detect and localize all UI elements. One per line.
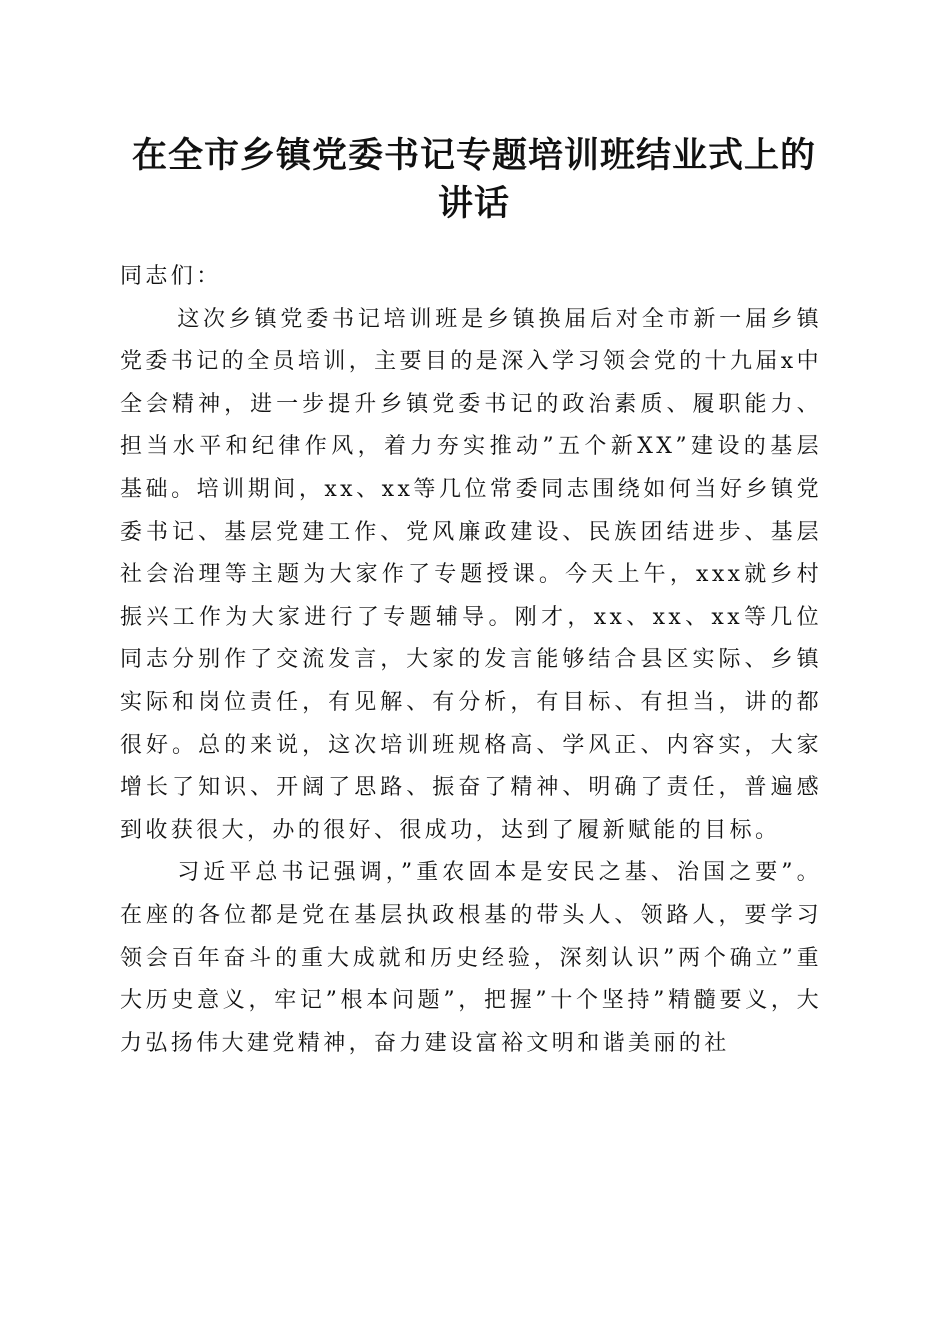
paragraph-2: 习近平总书记强调，”重农固本是安民之基、治国之要”。在座的各位都是党在基层执政根基的带头人、领路人，要学习领会百年奋斗的重大成就和历史经验，深刻认识”两个确立”重大历史意义，牢记”根本问题”，把握”十个坚持”精髓要义，大力弘扬伟大建党精神，奋力建设富裕文明和谐美丽的社 (120, 860, 822, 1056)
document-body (120, 256, 822, 1065)
salutation: 同志们： (120, 264, 222, 289)
document-title: 在全市乡镇党委书记专题培训班结业式上的讲话 (131, 135, 816, 224)
paragraph-1: 这次乡镇党委书记培训班是乡镇换届后对全市新一届乡镇党委书记的全员培训，主要目的是深入学习领会党的十九届x中全会精神，进一步提升乡镇党委书记的政治素质、履职能力、担当水平和纪律作风，着力夯实推动”五个新XX”建设的基层基础。培训期间，xx、xx等几位常委同志围绕如何当好乡镇党委书记、基层党建工作、党风廉政建设、民族团结进步、基层社会治理等主题为大家作了专题授课。今天上午，xxx就乡村振兴工作为大家进行了专题辅导。刚才，xx、xx、xx等几位同志分别作了交流发言，大家的发言能够结合县区实际、乡镇实际和岗位责任，有见解、有分析，有目标、有担当，讲的都很好。总的来说，这次培训班规格高、学风正、内容实，大家增长了知识、开阔了思路、振奋了精神、明确了责任，普遍感到收获很大，办的很好、很成功，达到了履新赋能的目标。 (120, 306, 822, 843)
